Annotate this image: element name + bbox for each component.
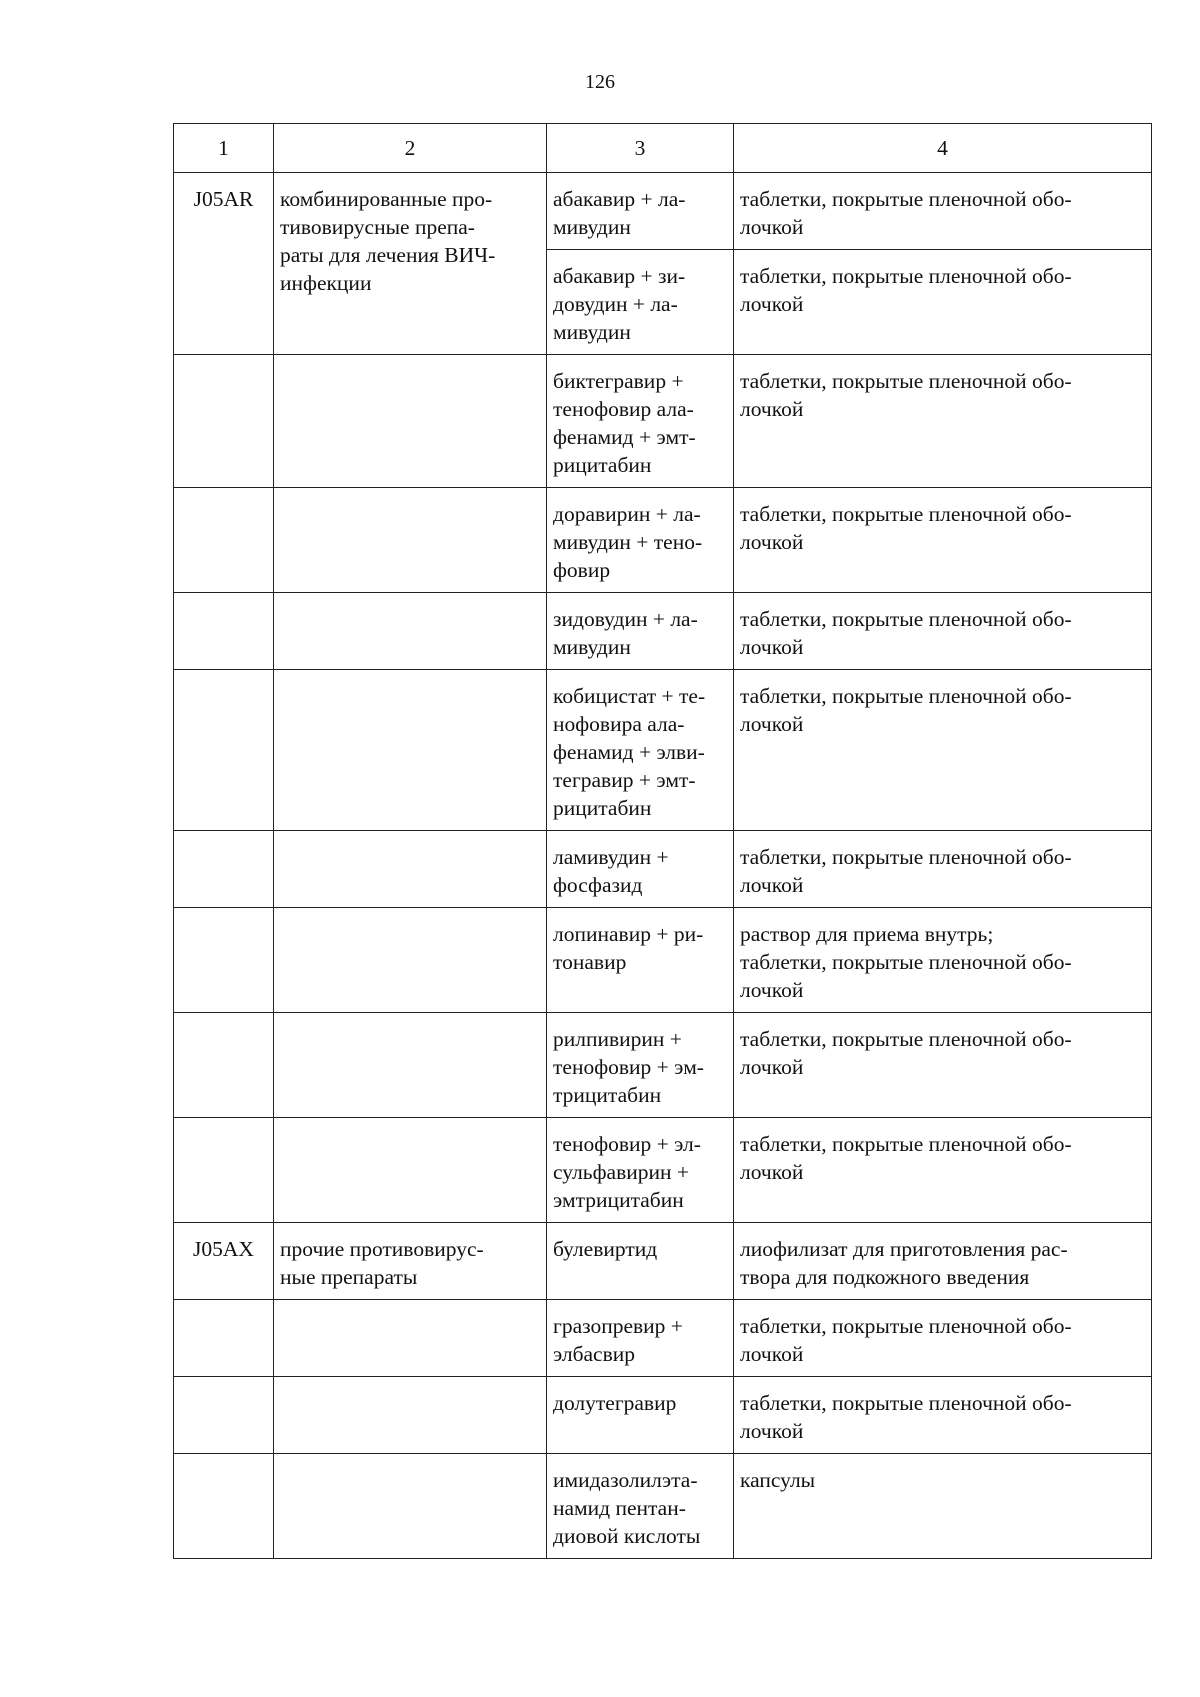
- atc-code-cell: [174, 1454, 274, 1559]
- column-header: 4: [734, 124, 1152, 173]
- page-number: 126: [585, 71, 615, 93]
- atc-code-cell: [174, 1300, 274, 1377]
- column-header: 1: [174, 124, 274, 173]
- table-row: [174, 670, 1152, 831]
- table-row: [174, 908, 1152, 1013]
- drug-name-cell: рилпивирин + тенофовир + эм- трицитабин: [547, 1013, 734, 1118]
- table-header-row: [174, 124, 1152, 173]
- table-row: [174, 1377, 1152, 1454]
- dosage-form-cell: лиофилизат для приготовления рас- твора для подкожного введения: [734, 1223, 1152, 1300]
- dosage-form-cell: таблетки, покрытые пленочной обо- лочкой: [734, 250, 1152, 355]
- atc-code-cell: [174, 670, 274, 831]
- group-name-cell: [274, 1377, 547, 1454]
- dosage-form-cell: капсулы: [734, 1454, 1152, 1559]
- column-header: 3: [547, 124, 734, 173]
- table-row: [174, 593, 1152, 670]
- group-name-cell: [274, 1300, 547, 1377]
- drug-name-cell: кобицистат + те- нофовира ала- фенамид + элви- тегравир + эмт- рицитабин: [547, 670, 734, 831]
- dosage-form-cell: таблетки, покрытые пленочной обо- лочкой: [734, 488, 1152, 593]
- group-name-cell: [274, 355, 547, 488]
- atc-code-cell: [174, 1377, 274, 1454]
- drug-name-cell: доравирин + ла- мивудин + тено- фовир: [547, 488, 734, 593]
- drug-name-cell: зидовудин + ла- мивудин: [547, 593, 734, 670]
- dosage-form-cell: таблетки, покрытые пленочной обо- лочкой: [734, 831, 1152, 908]
- drug-name-cell: гразопревир + элбасвир: [547, 1300, 734, 1377]
- atc-code-cell: [174, 488, 274, 593]
- drug-name-cell: ламивудин + фосфазид: [547, 831, 734, 908]
- drug-name-cell: лопинавир + ри- тонавир: [547, 908, 734, 1013]
- group-name-cell: [274, 1118, 547, 1223]
- table-row: [174, 1454, 1152, 1559]
- table-row: [174, 1013, 1152, 1118]
- atc-code-cell: [174, 908, 274, 1013]
- group-name-cell: [274, 1013, 547, 1118]
- drug-table: [173, 123, 1152, 1559]
- table-row: [174, 1223, 1152, 1300]
- drug-name-cell: абакавир + ла- мивудин: [547, 173, 734, 250]
- group-name-cell: [274, 831, 547, 908]
- dosage-form-cell: таблетки, покрытые пленочной обо- лочкой: [734, 670, 1152, 831]
- atc-code-cell: J05AX: [174, 1223, 274, 1300]
- group-name-cell: прочие противовирус- ные препараты: [274, 1223, 547, 1300]
- atc-code-cell: [174, 593, 274, 670]
- dosage-form-cell: таблетки, покрытые пленочной обо- лочкой: [734, 355, 1152, 488]
- column-header: 2: [274, 124, 547, 173]
- dosage-form-cell: таблетки, покрытые пленочной обо- лочкой: [734, 1118, 1152, 1223]
- table-body: [174, 173, 1152, 1559]
- drug-name-cell: абакавир + зи- довудин + ла- мивудин: [547, 250, 734, 355]
- group-name-cell: [274, 593, 547, 670]
- table-row: [174, 488, 1152, 593]
- drug-name-cell: булевиртид: [547, 1223, 734, 1300]
- drug-name-cell: имидазолилэта- намид пентан- диовой кислоты: [547, 1454, 734, 1559]
- group-name-cell: комбинированные про- тивовирусные препа- раты для лечения ВИЧ- инфекции: [274, 173, 547, 355]
- table-row: [174, 1300, 1152, 1377]
- group-name-cell: [274, 1454, 547, 1559]
- atc-code-cell: J05AR: [174, 173, 274, 355]
- table-row: [174, 173, 1152, 250]
- atc-code-cell: [174, 355, 274, 488]
- dosage-form-cell: таблетки, покрытые пленочной обо- лочкой: [734, 1300, 1152, 1377]
- atc-code-cell: [174, 1118, 274, 1223]
- group-name-cell: [274, 670, 547, 831]
- drug-name-cell: тенофовир + эл- сульфавирин + эмтрицитабин: [547, 1118, 734, 1223]
- drug-name-cell: долутегравир: [547, 1377, 734, 1454]
- drug-name-cell: биктегравир + тенофовир ала- фенамид + эмт- рицитабин: [547, 355, 734, 488]
- dosage-form-cell: таблетки, покрытые пленочной обо- лочкой: [734, 1013, 1152, 1118]
- group-name-cell: [274, 488, 547, 593]
- table-row: [174, 1118, 1152, 1223]
- group-name-cell: [274, 908, 547, 1013]
- dosage-form-cell: таблетки, покрытые пленочной обо- лочкой: [734, 173, 1152, 250]
- atc-code-cell: [174, 831, 274, 908]
- table-row: [174, 831, 1152, 908]
- atc-code-cell: [174, 1013, 274, 1118]
- dosage-form-cell: таблетки, покрытые пленочной обо- лочкой: [734, 593, 1152, 670]
- dosage-form-cell: раствор для приема внутрь; таблетки, покрытые пленочной обо- лочкой: [734, 908, 1152, 1013]
- table-row: [174, 355, 1152, 488]
- dosage-form-cell: таблетки, покрытые пленочной обо- лочкой: [734, 1377, 1152, 1454]
